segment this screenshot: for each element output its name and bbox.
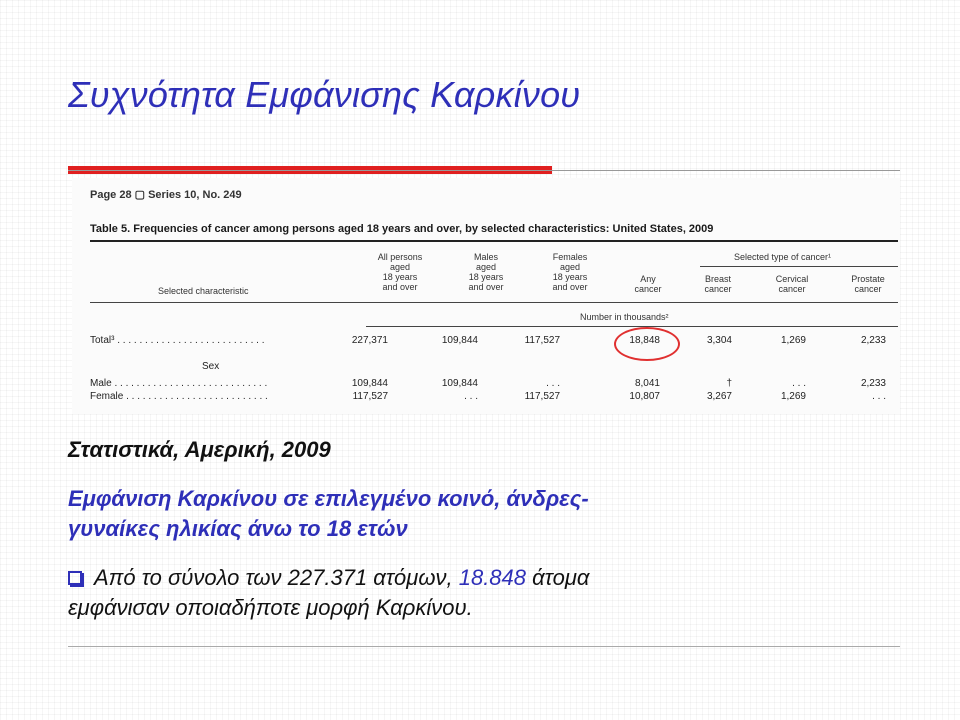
cell-male-females: . . .	[546, 378, 560, 389]
cell-total-cervical: 1,269	[780, 335, 806, 346]
bullet-suffix: άτομα	[526, 565, 590, 590]
description-line-1: Εμφάνιση Καρκίνου σε επιλεγμένο κοινό, άνδρες-	[68, 486, 589, 511]
bullet-line-1	[68, 563, 908, 593]
col-head-prostate: Prostate cancer	[851, 274, 885, 294]
selected-type-rule	[700, 266, 898, 267]
slide-title: Συχνότητα Εμφάνισης Καρκίνου	[68, 74, 581, 115]
cell-male-breast: †	[726, 378, 732, 389]
cell-total-females: 117,527	[524, 335, 560, 346]
cell-total-breast: 3,304	[706, 335, 732, 346]
selected-type-header: Selected type of cancer¹	[734, 252, 832, 262]
title-underline	[68, 170, 900, 171]
cell-female-males: . . .	[464, 391, 478, 402]
selected-characteristic-header: Selected characteristic	[158, 286, 249, 296]
cell-total-prostate: 2,233	[860, 335, 886, 346]
cell-female-all: 117,527	[352, 391, 388, 402]
cell-male-all: 109,844	[351, 378, 388, 389]
cell-total-males: 109,844	[441, 335, 478, 346]
bullet-line-2: εμφάνισαν οποιαδήποτε μορφή Καρκίνου.	[68, 595, 473, 620]
cell-total-any: 18,848	[629, 335, 660, 346]
col-head-all: All persons aged 18 years and over	[377, 252, 423, 292]
bullet-highlight: 18.848	[458, 565, 527, 590]
table-header-rule	[90, 302, 898, 303]
row-label-total: Total³ . . . . . . . . . . . . . . . . . . . . . . . . . . .	[90, 335, 265, 346]
col-head-breast: Breast cancer	[704, 274, 732, 294]
table-top-rule	[90, 240, 898, 242]
bottom-rule	[68, 646, 900, 647]
row-label-male: Male . . . . . . . . . . . . . . . . . . . . . . . . . . . .	[90, 378, 268, 389]
col-head-males: Males aged 18 years and over	[468, 252, 504, 292]
description	[68, 484, 908, 544]
col-head-females: Females aged 18 years and over	[552, 252, 588, 292]
cell-female-females: 117,527	[524, 391, 560, 402]
cell-male-prostate: 2,233	[860, 378, 886, 389]
cell-female-prostate: . . .	[872, 391, 886, 402]
number-label-rule	[366, 326, 898, 327]
cell-female-any: 10,807	[629, 391, 660, 402]
cell-male-males: 109,844	[441, 378, 478, 389]
cell-female-cervical: 1,269	[780, 391, 806, 402]
col-head-any: Any cancer	[634, 274, 662, 294]
slide-subtitle: Στατιστικά, Αμερική, 2009	[68, 437, 331, 462]
checkbox-bullet-icon	[68, 571, 82, 585]
cell-total-all: 227,371	[351, 335, 388, 346]
row-label-female: Female . . . . . . . . . . . . . . . . . . . . . . . . . .	[90, 391, 268, 402]
row-label-sex: Sex	[202, 361, 220, 372]
cell-female-breast: 3,267	[706, 391, 732, 402]
col-head-cervical: Cervical cancer	[775, 274, 809, 294]
table-page-header: Page 28 ▢ Series 10, No. 249	[90, 189, 242, 201]
highlight-circle	[614, 327, 680, 361]
cell-male-cervical: . . .	[792, 378, 806, 389]
bullet-point	[68, 563, 908, 623]
table-caption: Table 5. Frequencies of cancer among persons aged 18 years and over, by selected characteristics: United States, 2009	[90, 223, 714, 235]
number-label: Number in thousands²	[580, 312, 669, 322]
bullet-prefix: Από το σύνολο των 227.371 ατόμων,	[94, 565, 459, 590]
cell-male-any: 8,041	[634, 378, 660, 389]
table-image	[72, 178, 900, 414]
description-line-2: γυναίκες ηλικίας άνω το 18 ετών	[68, 516, 408, 541]
